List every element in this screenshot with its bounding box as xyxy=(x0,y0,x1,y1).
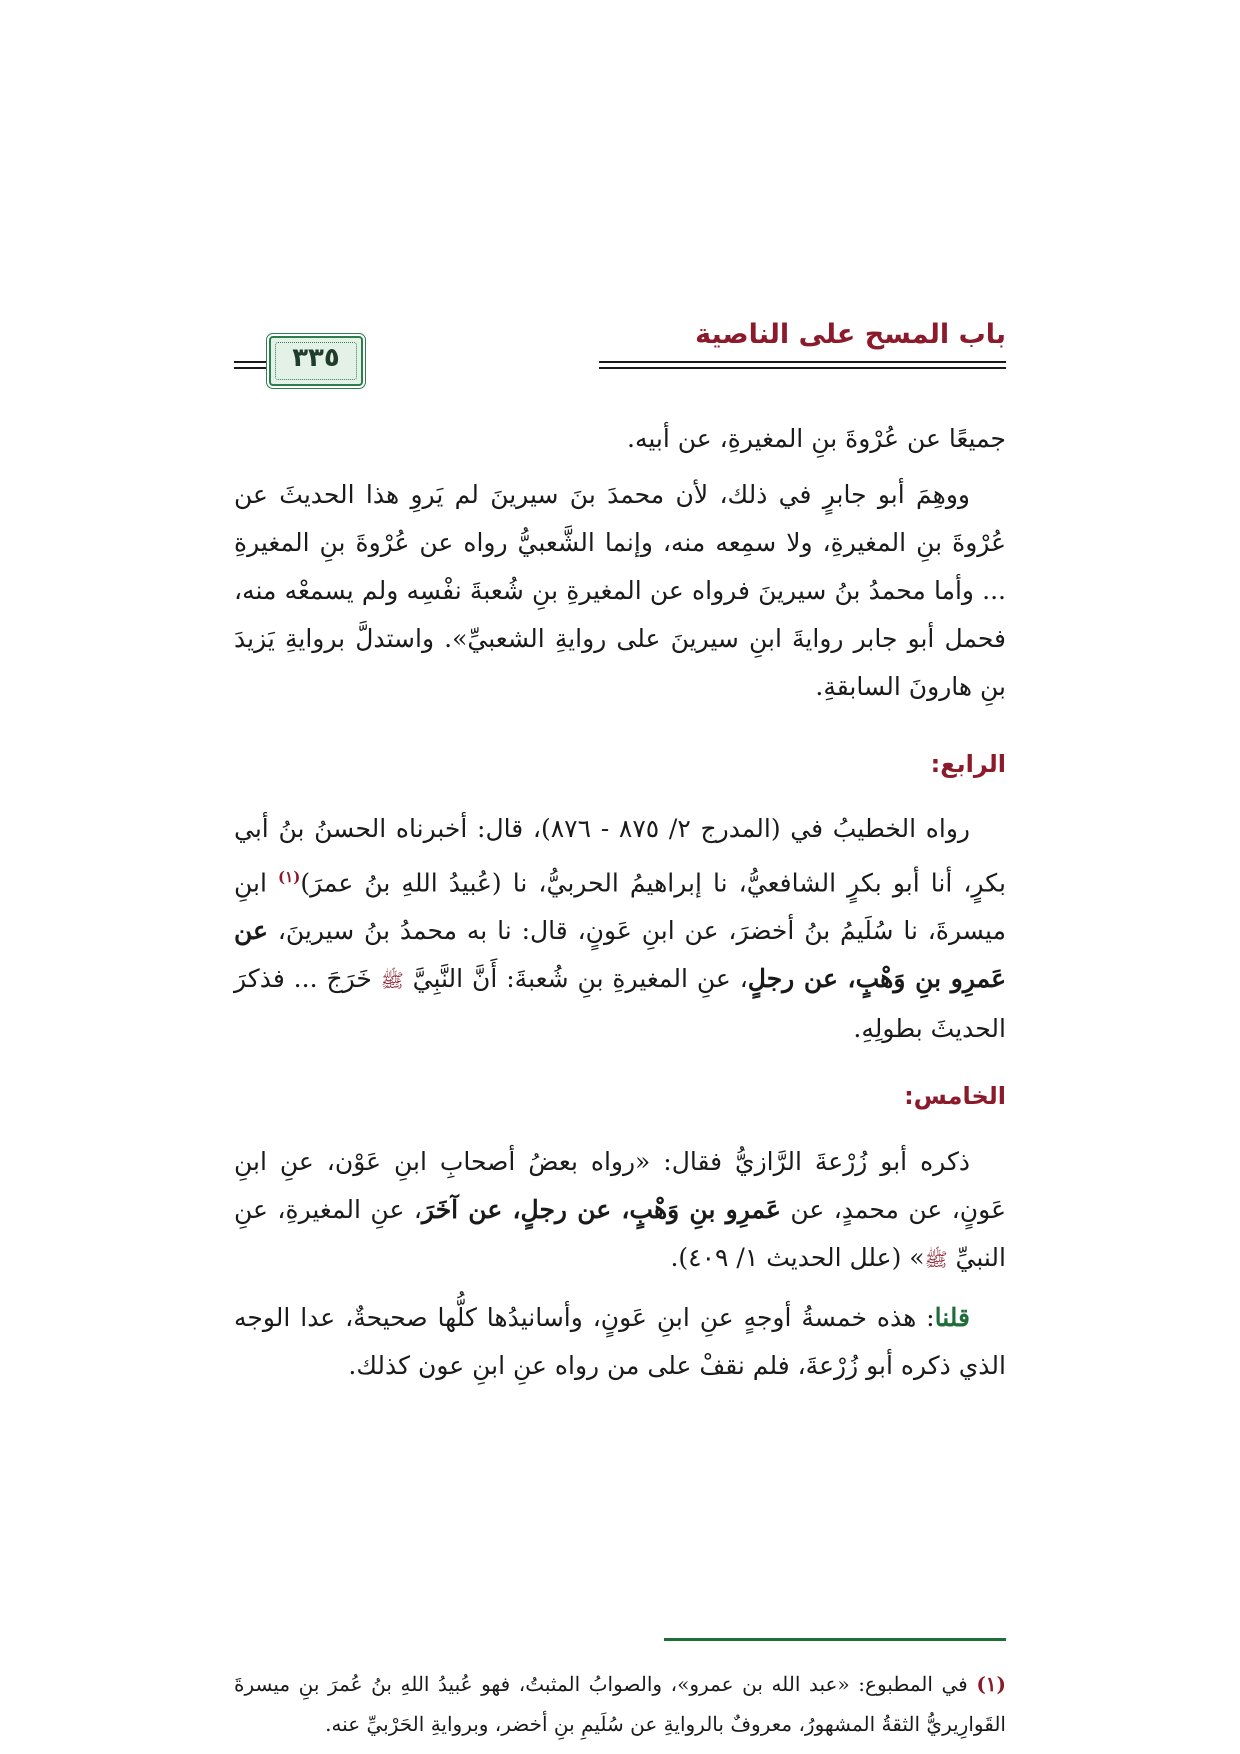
paragraph-2: ووهِمَ أبو جابرٍ في ذلك، لأن محمدَ بنَ سيرينَ لم يَروِ هذا الحديثَ عن عُرْوةَ بنِ المغيرةِ، ولا سمِعه منه، وإنما الشَّعبيُّ رواه عن عُرْوةَ بنِ المغيرةِ ... وأما محمدُ بنُ سيرينَ فرواه عن المغيرةِ بنِ شُعبةَ نفْسِه ولم يسمعْه منه، فحمل أبو جابر روايةَ ابنِ سيرينَ على روايةِ الشعبيِّ». واستدلَّ بروايةِ يَزيدَ بنِ هارونَ السابقةِ. xyxy=(234,480,1006,701)
paragraph-1: جميعًا عن عُرْوةَ بنِ المغيرةِ، عن أبيه. xyxy=(627,424,1006,453)
paragraph-3 xyxy=(234,805,1006,1053)
p4-text-3: » (علل الحديث ١/ ٤٠٩). xyxy=(670,1243,925,1272)
p3-bold-chain: عن عَمرِو بنِ وَهْبٍ، عن رجلٍ xyxy=(234,916,1006,994)
p4-text-1: ذكره أبو زُرْعةَ الرَّازيُّ فقال: «رواه بعضُ أصحابِ ابنِ عَوْن، عنِ ابنِ عَونٍ، عن محمدٍ، عن xyxy=(234,1147,1007,1224)
salawat-glyph: ﷺ xyxy=(924,1249,948,1271)
p3-text-3: ، عنِ المغيرةِ بنِ شُعبةَ: أَنَّ النَّبِيَّ xyxy=(403,964,748,994)
chapter-title: باب المسح على الناصية xyxy=(695,319,1006,350)
header-rule-left-bottom xyxy=(234,367,266,369)
footnote-separator xyxy=(664,1638,1006,1641)
main-text-rabi xyxy=(234,805,1006,1053)
heading-khamis: الخامس: xyxy=(904,1082,1006,1110)
main-text-khamis xyxy=(234,1138,1006,1390)
footnote-marker: (١) xyxy=(278,868,301,886)
salawat-glyph: ﷺ xyxy=(380,970,404,993)
qulna-label: قلنا xyxy=(934,1303,970,1332)
footnote-1 xyxy=(234,1664,1006,1744)
p3-text-2: ابنِ ميسرةَ، نا سُلَيمُ بنُ أخضرَ، عن ابنِ عَونٍ، قال: نا به محمدُ بنُ سيرينَ، xyxy=(234,868,1006,946)
heading-rabi: الرابع: xyxy=(930,750,1006,778)
p3-text-1: رواه الخطيبُ في (المدرج ٢/ ٨٧٥ - ٨٧٦)، قال: أخبرناه الحسنُ بنُ أبي بكرٍ، أنا أبو بكرٍ الشافعيُّ، نا إبراهيمُ الحربيُّ، نا (عُبيدُ اللهِ بنُ عمرَ) xyxy=(234,814,1006,898)
p4-text-2: ، عنِ المغيرةِ، عنِ النبيِّ xyxy=(234,1195,1006,1272)
header-rule-bottom xyxy=(599,367,1006,369)
main-text-top xyxy=(234,415,1006,711)
p5-text: : هذه خمسةُ أوجهٍ عنِ ابنِ عَونٍ، وأسانيدُها كلُّها صحيحةٌ، عدا الوجه الذي ذكره أبو زُرْعةَ، فلم نقفْ على من رواه عنِ ابنِ عون كذلك. xyxy=(234,1303,1006,1380)
header-rule-left-top xyxy=(234,361,266,363)
p3-text-4: خَرَجَ ... فذكرَ الحديثَ بطولِهِ. xyxy=(234,964,1006,1044)
paragraph-5 xyxy=(234,1294,1006,1390)
footnote-number: (١) xyxy=(976,1672,1006,1696)
page-number-badge xyxy=(269,336,363,386)
p4-bold-chain: عَمرِو بنِ وَهْبٍ، عن رجلٍ، عن آخَرَ xyxy=(421,1195,781,1224)
page-number: ٣٣٥ xyxy=(292,343,340,373)
header-rule-top xyxy=(599,361,1006,363)
page-header xyxy=(234,315,1006,390)
paragraph-4 xyxy=(234,1138,1006,1284)
footnote-text: في المطبوع: «عبد الله بن عمرو»، والصوابُ المثبتُ، فهو عُبيدُ اللهِ بنُ عُمرَ بنِ ميسرةَ القَوارِيريُّ الثقةُ المشهورُ، معروفٌ بالروايةِ عن سُلَيمِ بنِ أخضر، وبروايةِ الحَرْبيِّ عنه. xyxy=(234,1672,1006,1736)
